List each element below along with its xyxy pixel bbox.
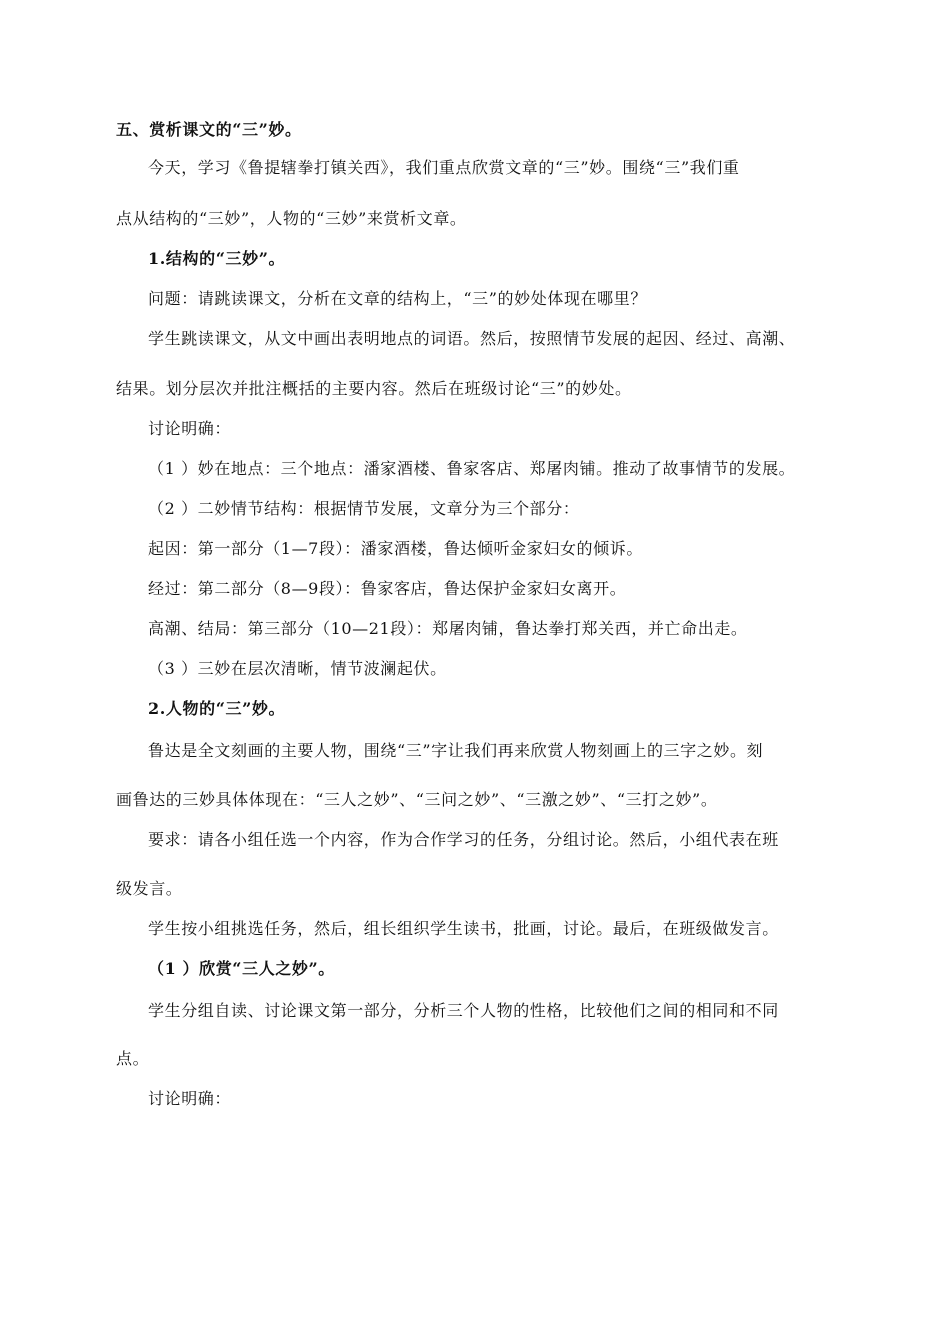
paragraph-line: 讨论明确： [148,419,232,438]
list-item: （3 ）三妙在层次清晰，情节波澜起伏。 [148,659,447,678]
paragraph-line: 级发言。 [116,879,183,898]
paragraph-line: 经过：第二部分（8—9段）：鲁家客店，鲁达保护金家妇女离开。 [148,579,627,598]
paragraph-line: 问题：请跳读课文，分析在文章的结构上，“三”的妙处体现在哪里？ [148,289,647,308]
subsection-heading: 1.结构的“三妙”。 [148,249,286,268]
section-heading: 五、赏析课文的“三”妙。 [116,120,302,139]
list-item: （2 ）二妙情节结构：根据情节发展，文章分为三个部分： [148,499,580,518]
paragraph-line: 画鲁达的三妙具体体现在：“三人之妙”、“三问之妙”、“三激之妙”、“三打之妙”。 [116,790,718,809]
paragraph-line: 学生分组自读、讨论课文第一部分，分析三个人物的性格，比较他们之间的相同和不同 [148,1001,779,1020]
paragraph-line: 学生跳读课文，从文中画出表明地点的词语。然后，按照情节发展的起因、经过、高潮、 [148,329,796,348]
paragraph-line: 鲁达是全文刻画的主要人物，围绕“三”字让我们再来欣赏人物刻画上的三字之妙。刻 [148,741,764,760]
paragraph-line: 今天，学习《鲁提辖拳打镇关西》，我们重点欣赏文章的“三”妙。围绕“三”我们重 [148,158,740,177]
paragraph-line: 结果。划分层次并批注概括的主要内容。然后在班级讨论“三”的妙处。 [116,379,632,398]
paragraph-line: 点。 [116,1049,150,1068]
paragraph-line: 要求：请各小组任选一个内容，作为合作学习的任务，分组讨论。然后，小组代表在班 [148,830,779,849]
paragraph-line: 高潮、结局：第三部分（10—21段）：郑屠肉铺，鲁达拳打郑关西，并亡命出走。 [148,619,748,638]
paragraph-line: 学生按小组挑选任务，然后，组长组织学生读书，批画，讨论。最后，在班级做发言。 [148,919,779,938]
subsection-heading: 2.人物的“三”妙。 [148,699,286,718]
paragraph-line: 起因：第一部分（1—7段）：潘家酒楼，鲁达倾听金家妇女的倾诉。 [148,539,643,558]
paragraph-line: 点从结构的“三妙”，人物的“三妙”来赏析文章。 [116,209,467,228]
paragraph-line: 讨论明确： [148,1089,232,1108]
list-item: （1 ）妙在地点：三个地点：潘家酒楼、鲁家客店、郑屠肉铺。推动了故事情节的发展。 [148,459,796,478]
list-item-heading: （1 ）欣赏“三人之妙”。 [148,959,335,978]
